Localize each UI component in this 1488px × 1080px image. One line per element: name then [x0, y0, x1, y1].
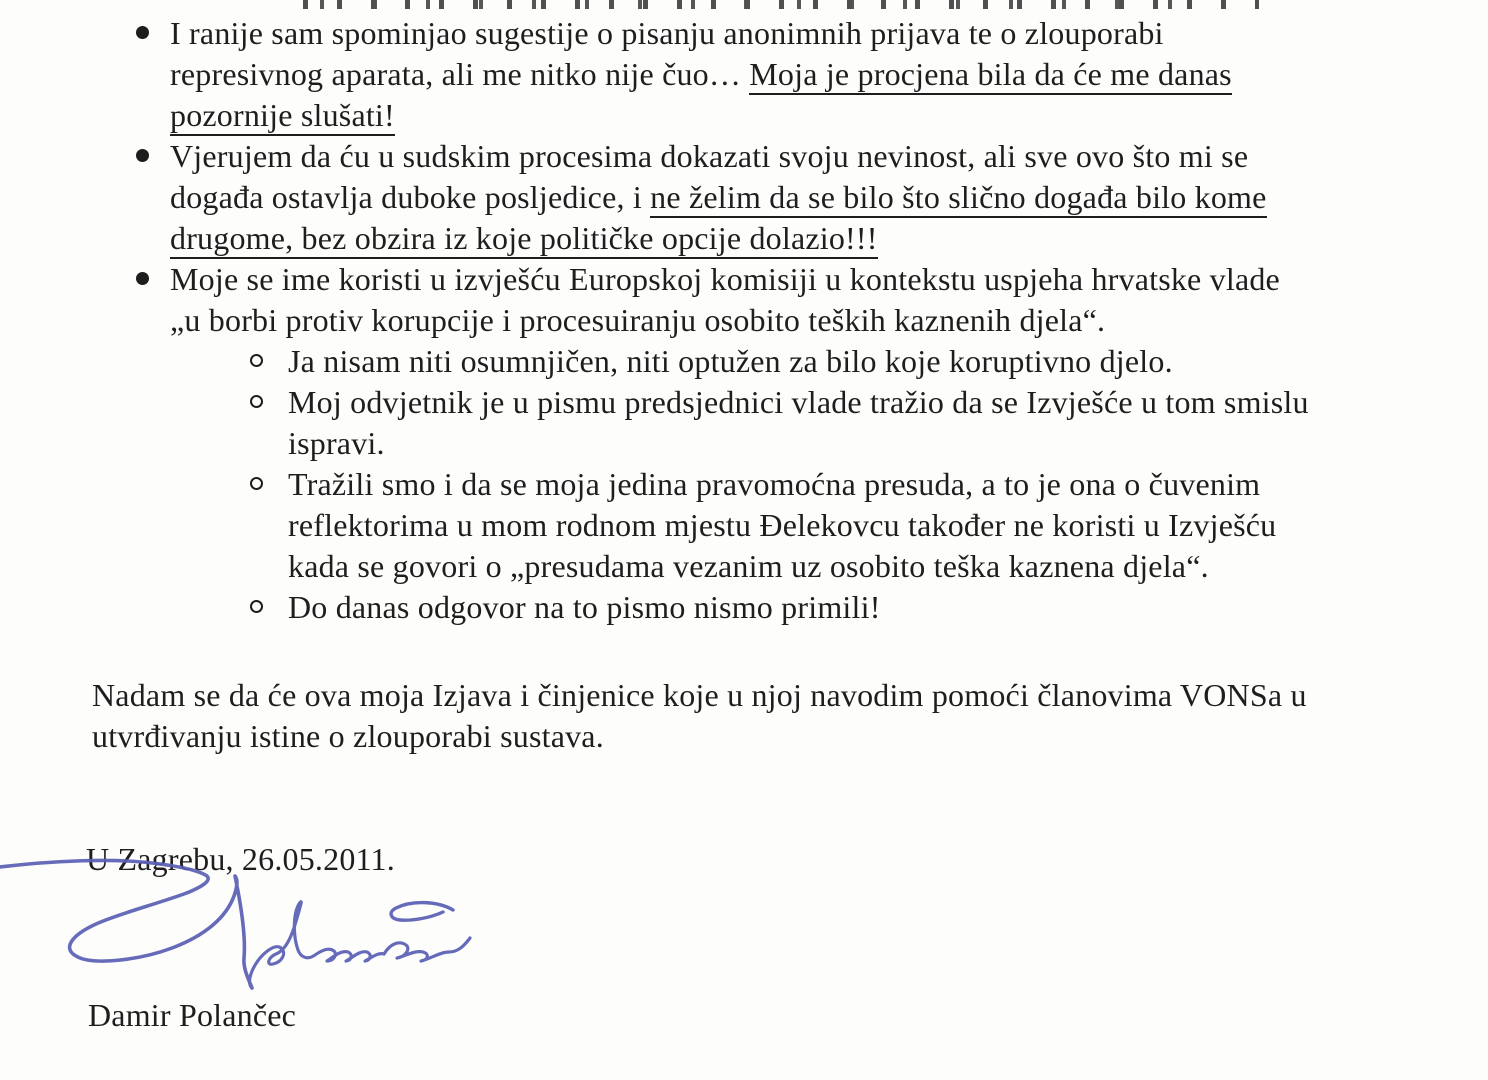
- disc-bullet-icon: [136, 272, 149, 285]
- letter-text: kada se govori o „presudama vezanim uz osobito teška kaznena djela“.: [288, 548, 1209, 584]
- clipped-previous-line-fragment: [303, 0, 1259, 9]
- disc-bullet-icon: [136, 149, 149, 162]
- place-date: [86, 839, 395, 880]
- underlined-text: Moja je procjena bila da će me danas: [749, 56, 1232, 95]
- bullet2-line1: [170, 136, 1248, 177]
- subbullet2-line1: [288, 382, 1309, 423]
- closing-line2: [92, 716, 604, 757]
- letter-text: reflektorima u mom rodnom mjestu Đelekovcu također ne koristi u Izvješću: [288, 507, 1277, 543]
- underlined-text: ne želim da se bilo što slično događa bilo kome: [650, 179, 1266, 218]
- letter-text: ispravi.: [288, 425, 385, 461]
- letter-text: Vjerujem da ću u sudskim procesima dokazati svoju nevinost, ali sve ovo što mi se: [170, 138, 1249, 174]
- subbullet2-line2: [288, 423, 385, 464]
- letter-text: Moje se ime koristi u izvješću Europskoj komisiji u kontekstu uspjeha hrvatske vlade: [170, 261, 1280, 297]
- letter-text: događa ostavlja duboke posljedice, i: [170, 179, 651, 215]
- underlined-text: pozornije slušati!: [170, 97, 395, 136]
- letter-text: Moj odvjetnik je u pismu predsjednici vlade tražio da se Izvješće u tom smislu: [288, 384, 1309, 420]
- bullet1-line2: [170, 54, 1232, 95]
- letter-text: Nadam se da će ova moja Izjava i činjenice koje u njoj navodim pomoći članovima VONSa u: [92, 677, 1307, 713]
- bullet2-line2: [170, 177, 1267, 218]
- bullet1-line3: [170, 95, 395, 136]
- letter-text: „u borbi protiv korupcije i procesuiranju osobito teških kaznenih djela“.: [170, 302, 1106, 338]
- circle-bullet-icon: [250, 600, 263, 613]
- letter-text: Tražili smo i da se moja jedina pravomoćna presuda, a to je ona o čuvenim: [288, 466, 1261, 502]
- closing-line1: [92, 675, 1307, 716]
- letter-text: Do danas odgovor na to pismo nismo primili!: [288, 589, 881, 625]
- signer-name: [88, 995, 296, 1036]
- letter-text: represivnog aparata, ali me nitko nije čuo…: [170, 56, 750, 92]
- bullet1-line1: [170, 13, 1164, 54]
- subbullet3-line1: [288, 464, 1260, 505]
- subbullet3-line3: [288, 546, 1209, 587]
- circle-bullet-icon: [250, 354, 263, 367]
- letter-text: utvrđivanju istine o zlouporabi sustava.: [92, 718, 604, 754]
- letter-text: Ja nisam niti osumnjičen, niti optužen za bilo koje koruptivno djelo.: [288, 343, 1173, 379]
- bullet3-line2: [170, 300, 1105, 341]
- place-date-text: U Zagrebu, 26.05.2011.: [86, 841, 395, 877]
- subbullet3-line2: [288, 505, 1276, 546]
- signer-name-text: Damir Polančec: [88, 997, 297, 1033]
- bullet2-line3: [170, 218, 878, 259]
- underlined-text: drugome, bez obzira iz koje političke opcije dolazio!!!: [170, 220, 878, 259]
- subbullet4-line1: [288, 587, 881, 628]
- bullet3-line1: [170, 259, 1280, 300]
- circle-bullet-icon: [250, 477, 263, 490]
- disc-bullet-icon: [136, 26, 149, 39]
- subbullet1-line1: [288, 341, 1173, 382]
- letter-text: I ranije sam spominjao sugestije o pisanju anonimnih prijava te o zlouporabi: [170, 15, 1164, 51]
- circle-bullet-icon: [250, 395, 263, 408]
